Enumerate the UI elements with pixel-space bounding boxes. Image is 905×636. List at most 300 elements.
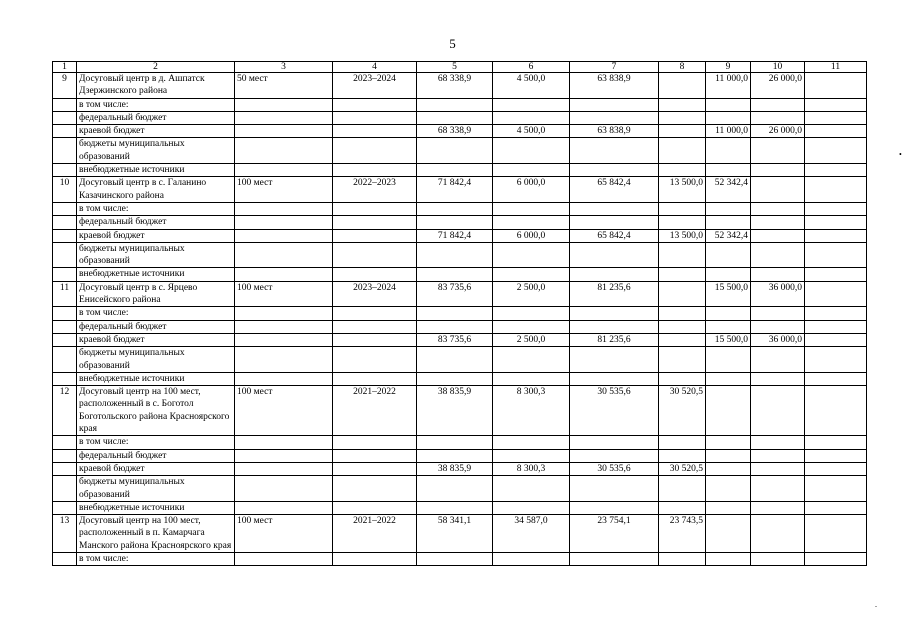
spent-cell: 2 500,0 [493,333,570,346]
year-2022-cell [659,164,706,177]
column-11-cell [805,111,867,124]
spent-cell: 4 500,0 [493,125,570,138]
period-cell [333,164,417,177]
year-2024-cell [751,386,805,436]
column-11-cell [805,476,867,502]
table-row [53,462,867,475]
period-cell [333,436,417,449]
object-name-cell: Досуговый центр в с. Ярцево Енисейского района [77,281,235,307]
year-2024-cell: 36 000,0 [751,333,805,346]
year-2024-cell [751,307,805,320]
year-2024-cell [751,202,805,215]
row-number-cell [53,501,77,514]
capacity-cell: 100 мест [235,281,333,307]
capacity-cell [235,268,333,281]
spent-cell: 6 000,0 [493,177,570,203]
object-name-cell: внебюджетные источники [77,372,235,385]
year-2023-cell [706,307,751,320]
period-cell [333,111,417,124]
remaining-cell: 81 235,6 [570,333,659,346]
year-2024-cell [751,138,805,164]
year-2022-cell: 30 520,5 [659,462,706,475]
spent-cell [493,476,570,502]
table-row [53,307,867,320]
year-2023-cell [706,98,751,111]
capacity-cell [235,476,333,502]
total-cost-cell [417,98,493,111]
capacity-cell [235,436,333,449]
year-2024-cell [751,372,805,385]
table-row [53,386,867,436]
period-cell [333,449,417,462]
remaining-cell [570,242,659,268]
column-11-cell [805,281,867,307]
year-2022-cell [659,73,706,99]
year-2024-cell [751,462,805,475]
row-number-cell [53,202,77,215]
period-cell [333,202,417,215]
object-name-cell: краевой бюджет [77,462,235,475]
column-number-cell: 10 [751,62,805,73]
year-2023-cell [706,372,751,385]
period-cell [333,476,417,502]
capacity-cell [235,242,333,268]
year-2023-cell [706,268,751,281]
total-cost-cell [417,476,493,502]
column-11-cell [805,229,867,242]
year-2022-cell: 30 520,5 [659,386,706,436]
capacity-cell [235,307,333,320]
spent-cell: 4 500,0 [493,73,570,99]
row-number-cell [53,125,77,138]
year-2024-cell [751,347,805,373]
total-cost-cell [417,268,493,281]
scan-speck: . [875,600,877,609]
year-2022-cell [659,216,706,229]
remaining-cell [570,320,659,333]
row-number-cell: 11 [53,281,77,307]
row-number-cell: 10 [53,177,77,203]
year-2023-cell [706,449,751,462]
capacity-cell [235,347,333,373]
spent-cell: 8 300,3 [493,462,570,475]
spent-cell [493,449,570,462]
table-row [53,501,867,514]
total-cost-cell: 71 842,4 [417,229,493,242]
period-cell [333,552,417,565]
column-number-cell: 2 [77,62,235,73]
object-name-cell: внебюджетные источники [77,164,235,177]
row-number-cell [53,347,77,373]
remaining-cell [570,307,659,320]
object-name-cell: краевой бюджет [77,333,235,346]
total-cost-cell [417,501,493,514]
table-row [53,347,867,373]
object-name-cell: федеральный бюджет [77,216,235,229]
remaining-cell [570,501,659,514]
year-2023-cell [706,202,751,215]
year-2024-cell [751,515,805,553]
period-cell [333,242,417,268]
scan-speck: • [899,150,902,159]
year-2023-cell [706,111,751,124]
total-cost-cell [417,449,493,462]
year-2023-cell [706,501,751,514]
total-cost-cell [417,242,493,268]
column-11-cell [805,307,867,320]
table-row [53,73,867,99]
column-11-cell [805,386,867,436]
column-11-cell [805,347,867,373]
spent-cell: 8 300,3 [493,386,570,436]
budget-table [52,61,867,566]
year-2023-cell: 15 500,0 [706,281,751,307]
column-11-cell [805,515,867,553]
column-11-cell [805,372,867,385]
period-cell [333,229,417,242]
object-name-cell: внебюджетные источники [77,501,235,514]
table-row [53,98,867,111]
row-number-cell [53,98,77,111]
column-11-cell [805,138,867,164]
period-cell: 2021–2022 [333,515,417,553]
year-2023-cell [706,476,751,502]
column-11-cell [805,125,867,138]
row-number-cell: 12 [53,386,77,436]
year-2022-cell [659,268,706,281]
row-number-cell [53,320,77,333]
spent-cell: 34 587,0 [493,515,570,553]
remaining-cell: 63 838,9 [570,125,659,138]
row-number-cell [53,268,77,281]
year-2022-cell [659,98,706,111]
column-11-cell [805,320,867,333]
table-row [53,552,867,565]
object-name-cell: в том числе: [77,552,235,565]
object-name-cell: в том числе: [77,307,235,320]
row-number-cell [53,307,77,320]
column-11-cell [805,501,867,514]
row-number-cell [53,372,77,385]
year-2023-cell [706,515,751,553]
column-11-cell [805,268,867,281]
total-cost-cell: 68 338,9 [417,73,493,99]
spent-cell [493,164,570,177]
row-number-cell [53,242,77,268]
year-2022-cell [659,449,706,462]
remaining-cell [570,552,659,565]
spent-cell [493,98,570,111]
remaining-cell [570,202,659,215]
row-number-cell [53,229,77,242]
table-row [53,268,867,281]
column-number-cell: 5 [417,62,493,73]
table-row [53,515,867,553]
year-2023-cell: 11 000,0 [706,73,751,99]
year-2024-cell [751,111,805,124]
remaining-cell [570,449,659,462]
row-number-cell [53,449,77,462]
year-2023-cell [706,138,751,164]
remaining-cell [570,436,659,449]
remaining-cell: 30 535,6 [570,386,659,436]
year-2024-cell [751,242,805,268]
row-number-cell [53,552,77,565]
year-2024-cell: 26 000,0 [751,125,805,138]
year-2023-cell [706,436,751,449]
year-2024-cell [751,476,805,502]
column-11-cell [805,98,867,111]
year-2024-cell [751,436,805,449]
remaining-cell [570,138,659,164]
year-2023-cell: 52 342,4 [706,177,751,203]
capacity-cell [235,216,333,229]
total-cost-cell: 68 338,9 [417,125,493,138]
period-cell [333,320,417,333]
total-cost-cell [417,347,493,373]
year-2022-cell: 13 500,0 [659,177,706,203]
year-2024-cell [751,216,805,229]
spent-cell [493,111,570,124]
year-2023-cell [706,320,751,333]
year-2024-cell: 36 000,0 [751,281,805,307]
year-2023-cell [706,347,751,373]
table-row [53,281,867,307]
period-cell [333,333,417,346]
total-cost-cell [417,138,493,164]
table-row [53,216,867,229]
year-2022-cell [659,372,706,385]
table-row [53,125,867,138]
column-11-cell [805,449,867,462]
column-11-cell [805,177,867,203]
table-row [53,333,867,346]
table-row [53,436,867,449]
capacity-cell [235,202,333,215]
column-11-cell [805,462,867,475]
period-cell [333,501,417,514]
remaining-cell [570,268,659,281]
year-2023-cell: 52 342,4 [706,229,751,242]
spent-cell [493,242,570,268]
year-2023-cell [706,462,751,475]
object-name-cell: в том числе: [77,202,235,215]
table-row [53,449,867,462]
object-name-cell: внебюджетные источники [77,268,235,281]
year-2022-cell [659,138,706,164]
remaining-cell [570,164,659,177]
table-row [53,320,867,333]
spent-cell [493,216,570,229]
row-number-cell [53,138,77,164]
year-2022-cell [659,125,706,138]
column-11-cell [805,436,867,449]
column-11-cell [805,242,867,268]
year-2023-cell [706,386,751,436]
table-row [53,372,867,385]
remaining-cell [570,347,659,373]
capacity-cell [235,98,333,111]
remaining-cell: 63 838,9 [570,73,659,99]
period-cell: 2022–2023 [333,177,417,203]
total-cost-cell [417,552,493,565]
period-cell: 2023–2024 [333,281,417,307]
row-number-cell [53,462,77,475]
object-name-cell: бюджеты муниципальных образований [77,347,235,373]
column-number-cell: 8 [659,62,706,73]
total-cost-cell: 83 735,6 [417,333,493,346]
spent-cell [493,138,570,164]
total-cost-cell [417,372,493,385]
year-2022-cell [659,307,706,320]
object-name-cell: федеральный бюджет [77,449,235,462]
column-11-cell [805,164,867,177]
total-cost-cell: 83 735,6 [417,281,493,307]
period-cell [333,307,417,320]
capacity-cell [235,164,333,177]
total-cost-cell: 58 341,1 [417,515,493,553]
spent-cell: 2 500,0 [493,281,570,307]
capacity-cell: 100 мест [235,386,333,436]
year-2022-cell [659,281,706,307]
total-cost-cell [417,320,493,333]
capacity-cell: 100 мест [235,177,333,203]
column-number-cell: 9 [706,62,751,73]
spent-cell [493,268,570,281]
object-name-cell: бюджеты муниципальных образований [77,138,235,164]
spent-cell [493,347,570,373]
capacity-cell [235,462,333,475]
column-11-cell [805,73,867,99]
spent-cell: 6 000,0 [493,229,570,242]
table-row [53,242,867,268]
column-number-row [53,62,867,73]
object-name-cell: краевой бюджет [77,125,235,138]
column-11-cell [805,333,867,346]
capacity-cell [235,111,333,124]
column-number-cell: 3 [235,62,333,73]
year-2023-cell [706,552,751,565]
table-row [53,164,867,177]
remaining-cell: 65 842,4 [570,229,659,242]
year-2023-cell: 11 000,0 [706,125,751,138]
period-cell [333,462,417,475]
object-name-cell: бюджеты муниципальных образований [77,476,235,502]
year-2022-cell [659,552,706,565]
remaining-cell: 30 535,6 [570,462,659,475]
year-2024-cell [751,229,805,242]
capacity-cell [235,320,333,333]
object-name-cell: бюджеты муниципальных образований [77,242,235,268]
year-2022-cell [659,333,706,346]
year-2023-cell [706,216,751,229]
column-number-cell: 6 [493,62,570,73]
year-2022-cell [659,476,706,502]
remaining-cell [570,98,659,111]
row-number-cell: 9 [53,73,77,99]
capacity-cell: 50 мест [235,73,333,99]
year-2024-cell [751,164,805,177]
capacity-cell [235,229,333,242]
period-cell [333,216,417,229]
object-name-cell: федеральный бюджет [77,111,235,124]
spent-cell [493,307,570,320]
year-2024-cell [751,98,805,111]
capacity-cell [235,333,333,346]
row-number-cell [53,476,77,502]
capacity-cell [235,125,333,138]
remaining-cell: 23 754,1 [570,515,659,553]
year-2023-cell [706,242,751,268]
table-row [53,229,867,242]
capacity-cell [235,552,333,565]
year-2022-cell [659,436,706,449]
period-cell [333,372,417,385]
capacity-cell [235,138,333,164]
year-2024-cell [751,177,805,203]
column-number-cell: 1 [53,62,77,73]
total-cost-cell [417,164,493,177]
object-name-cell: Досуговый центр на 100 мест, расположенный в с. Боготол Боготольского района Красноярского края [77,386,235,436]
spent-cell [493,436,570,449]
period-cell: 2023–2024 [333,73,417,99]
table-row [53,177,867,203]
year-2023-cell: 15 500,0 [706,333,751,346]
object-name-cell: в том числе: [77,436,235,449]
year-2022-cell [659,242,706,268]
column-number-cell: 4 [333,62,417,73]
spent-cell [493,202,570,215]
capacity-cell [235,449,333,462]
spent-cell [493,372,570,385]
total-cost-cell [417,202,493,215]
total-cost-cell: 38 835,9 [417,462,493,475]
row-number-cell [53,436,77,449]
remaining-cell [570,111,659,124]
period-cell [333,125,417,138]
row-number-cell [53,216,77,229]
table-row [53,476,867,502]
table-row [53,202,867,215]
total-cost-cell [417,111,493,124]
object-name-cell: Досуговый центр на 100 мест, расположенный в п. Камарчага Манского района Красноярского края [77,515,235,553]
row-number-cell: 13 [53,515,77,553]
year-2024-cell [751,449,805,462]
year-2024-cell [751,320,805,333]
total-cost-cell [417,216,493,229]
column-11-cell [805,202,867,215]
row-number-cell [53,111,77,124]
capacity-cell [235,501,333,514]
object-name-cell: Досуговый центр в с. Галанино Казачинского района [77,177,235,203]
capacity-cell: 100 мест [235,515,333,553]
object-name-cell: в том числе: [77,98,235,111]
spent-cell [493,501,570,514]
remaining-cell [570,216,659,229]
row-number-cell [53,164,77,177]
total-cost-cell: 71 842,4 [417,177,493,203]
object-name-cell: краевой бюджет [77,229,235,242]
period-cell [333,138,417,164]
year-2024-cell: 26 000,0 [751,73,805,99]
remaining-cell [570,476,659,502]
remaining-cell: 65 842,4 [570,177,659,203]
year-2024-cell [751,552,805,565]
object-name-cell: Досуговый центр в д. Ашпатск Дзержинского района [77,73,235,99]
period-cell: 2021–2022 [333,386,417,436]
period-cell [333,98,417,111]
year-2022-cell [659,320,706,333]
